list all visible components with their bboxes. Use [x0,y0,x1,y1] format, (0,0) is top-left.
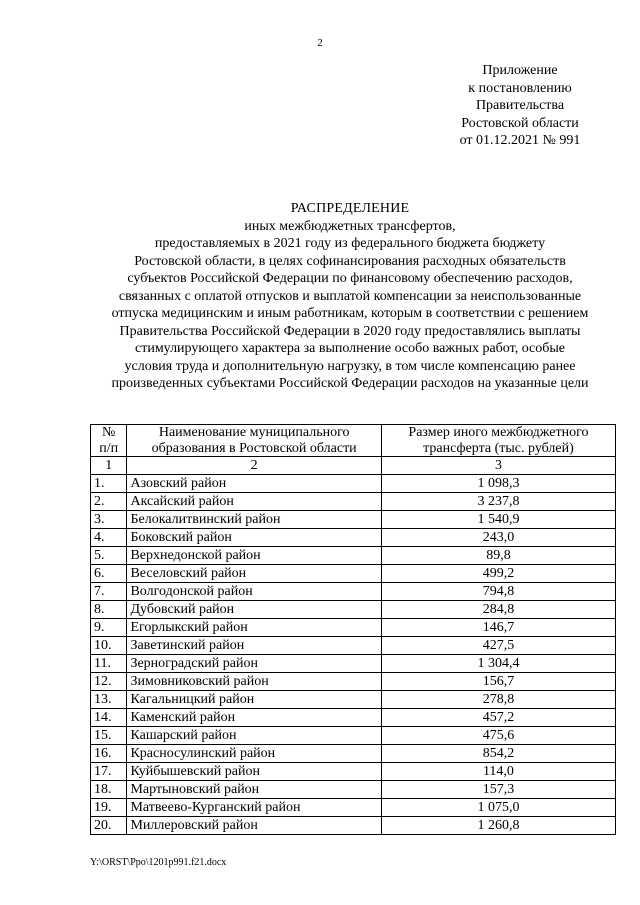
transfer-amount: 499,2 [381,565,615,583]
header-num-line: п/п [99,440,119,456]
column-number: 2 [127,457,381,475]
heading-line: условия труда и дополнительную нагрузку, в том числе компенсацию ранее [124,358,576,374]
municipality-name: Куйбышевский район [127,763,381,781]
table-row [91,745,616,763]
column-number: 1 [91,457,127,475]
municipality-name: Красносулинский район [127,745,381,763]
municipality-name: Кашарский район [127,727,381,745]
municipality-name: Дубовский район [127,601,381,619]
row-number: 1. [91,475,127,493]
table-header-row [91,425,616,457]
municipality-name: Азовский район [127,475,381,493]
appendix-line: Правительства [475,98,565,113]
municipality-name: Зимовниковский район [127,673,381,691]
heading-line: предоставляемых в 2021 году из федерального бюджета бюджету [154,236,546,251]
appendix-line: от 01.12.2021 № 991 [459,133,581,148]
row-number: 9. [91,619,127,637]
table-row [91,709,616,727]
header-amount [381,425,615,457]
transfer-amount: 156,7 [381,673,615,691]
header-name [127,425,381,457]
table-row [91,673,616,691]
municipality-name: Миллеровский район [127,817,381,835]
table-row [91,529,616,547]
table-row [91,601,616,619]
table-row [91,565,616,583]
municipality-name: Заветинский район [127,637,381,655]
row-number: 13. [91,691,127,709]
table-row [91,619,616,637]
transfer-amount: 89,8 [381,547,615,565]
row-number: 15. [91,727,127,745]
transfer-amount: 1 075,0 [381,799,615,817]
transfer-amount: 475,6 [381,727,615,745]
header-num-line: № [102,425,116,440]
table-row [91,637,616,655]
heading-line: произведенных субъектами Российской Федерации расходов на указанные цели [111,376,589,391]
page-number: 2 [317,37,323,49]
heading-line: связанных с оплатой отпусков и выплатой компенсации за неиспользованные [118,288,582,304]
row-number: 14. [91,709,127,727]
heading-line: отпуска медицинским и иным работникам, которым в соответствии с решением [111,306,589,321]
table-row [91,583,616,601]
distribution-table [90,424,616,835]
row-number: 18. [91,781,127,799]
table-row [91,511,616,529]
table-row [91,817,616,835]
table-row [91,547,616,565]
transfer-amount: 794,8 [381,583,615,601]
municipality-name: Каменский район [127,709,381,727]
municipality-name: Кагальницкий район [127,691,381,709]
appendix-line: к постановлению [468,80,572,96]
municipality-name: Волгодонской район [127,583,381,601]
transfer-amount: 3 237,8 [381,493,615,511]
row-number: 12. [91,673,127,691]
appendix-block [420,62,620,150]
table-row [91,655,616,673]
document-heading [60,200,640,393]
transfer-amount: 1 304,4 [381,655,615,673]
row-number: 4. [91,529,127,547]
row-number: 5. [91,547,127,565]
transfer-amount: 284,8 [381,601,615,619]
transfer-amount: 427,5 [381,637,615,655]
municipality-name: Зерноградский район [127,655,381,673]
row-number: 20. [91,817,127,835]
table-row [91,475,616,493]
table-row [91,691,616,709]
appendix-line: Приложение [482,63,558,78]
transfer-amount: 278,8 [381,691,615,709]
table-row [91,781,616,799]
row-number: 8. [91,601,127,619]
row-number: 2. [91,493,127,511]
row-number: 10. [91,637,127,655]
municipality-name: Матвеево-Курганский район [127,799,381,817]
column-number: 3 [381,457,615,475]
municipality-name: Белокалитвинский район [127,511,381,529]
municipality-name: Мартыновский район [127,781,381,799]
transfer-amount: 114,0 [381,763,615,781]
header-amount-line: Размер иного межбюджетного [408,425,589,440]
document-title: РАСПРЕДЕЛЕНИЕ [290,201,410,216]
heading-line: Правительства Российской Федерации в 2020 году предоставлялись выплаты [119,323,581,339]
row-number: 17. [91,763,127,781]
municipality-name: Аксайский район [127,493,381,511]
transfer-amount: 146,7 [381,619,615,637]
transfer-amount: 854,2 [381,745,615,763]
row-number: 16. [91,745,127,763]
municipality-name: Веселовский район [127,565,381,583]
transfer-amount: 457,2 [381,709,615,727]
column-number-row [91,457,616,475]
municipality-name: Верхнедонской район [127,547,381,565]
transfer-amount: 1 098,3 [381,475,615,493]
table-body [91,457,616,835]
row-number: 6. [91,565,127,583]
table-row [91,799,616,817]
table-row [91,763,616,781]
table-row [91,727,616,745]
header-name-line: образования в Ростовской области [151,440,357,456]
appendix-line: Ростовской области [461,115,579,131]
row-number: 3. [91,511,127,529]
file-path-footer: Y:\ORST\Ppo\1201p991.f21.docx [90,857,227,868]
municipality-name: Боковский район [127,529,381,547]
transfer-amount: 1 540,9 [381,511,615,529]
municipality-name: Егорлыкский район [127,619,381,637]
heading-line: иных межбюджетных трансфертов, [244,218,456,234]
transfer-amount: 243,0 [381,529,615,547]
row-number: 19. [91,799,127,817]
heading-line: стимулирующего характера за выполнение особо важных работ, особые [135,341,565,356]
transfer-amount: 1 260,8 [381,817,615,835]
transfer-amount: 157,3 [381,781,615,799]
row-number: 7. [91,583,127,601]
heading-line: субъектов Российской Федерации по финансовому обеспечению расходов, [127,271,573,286]
heading-line: Ростовской области, в целях софинансирования расходных обязательств [134,253,566,269]
table-row [91,493,616,511]
header-name-line: Наименование муниципального [158,425,350,440]
header-amount-line: трансферта (тыс. рублей) [423,440,574,456]
row-number: 11. [91,655,127,673]
header-num [91,425,127,457]
